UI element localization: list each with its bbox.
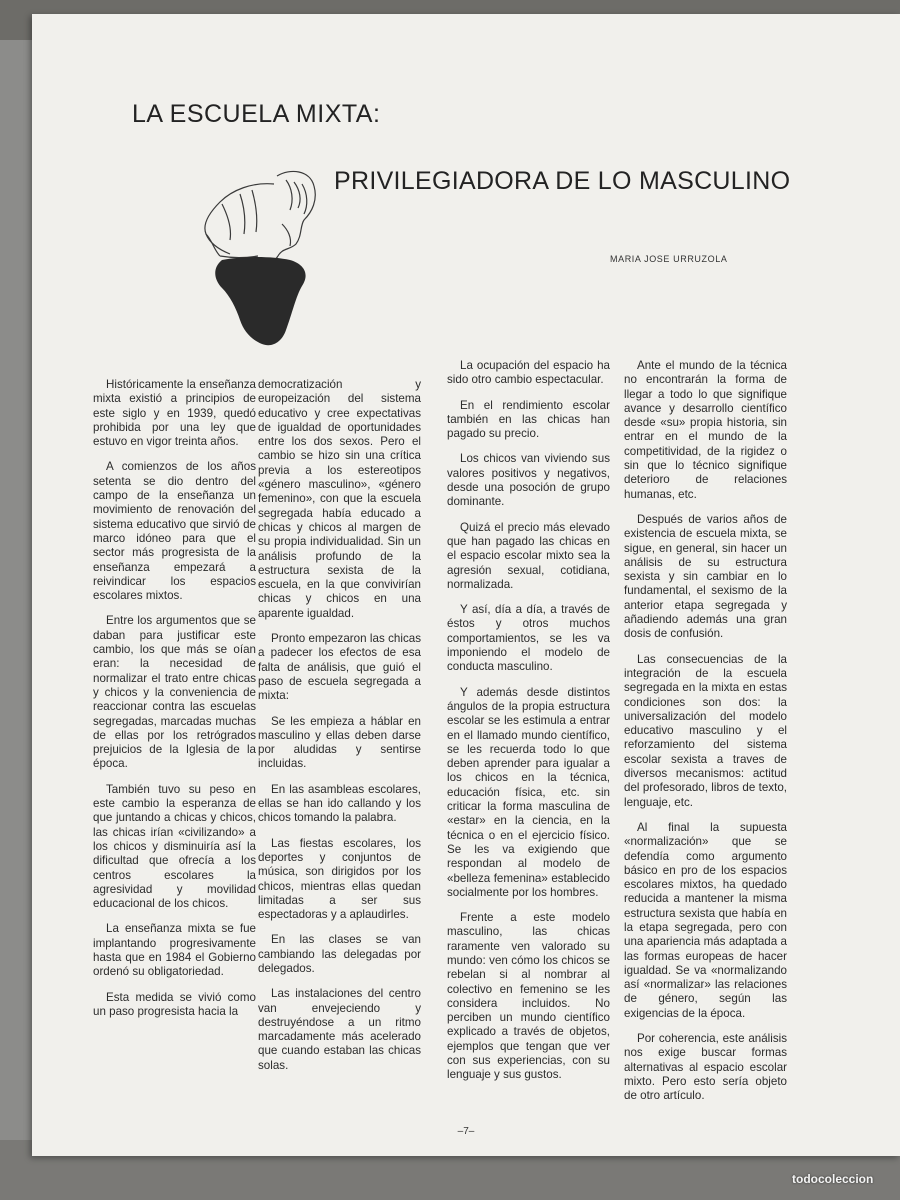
paragraph: A comienzos de los años setenta se dio dentro del campo de la enseñanza un movimiento de renovación del sistema educativo que sirvió de marco idóneo para que el sector más progresista de la enseñanza empezará a reivindicar los espacios escolares mixtos. [93,460,256,603]
paragraph: Las instalaciones del centro van envejeciendo y destruyéndose a un ritmo marcadamente más acelerado que cuando estaban las chicas solas. [258,987,421,1072]
paragraph: En el rendimiento escolar también en las chicas han pagado su precio. [447,398,610,441]
paragraph: Históricamente la enseñanza mixta existió a principios de este siglo y en 1939, quedó prohibida por una ley que estuvo en vigor treinta años. [93,378,256,449]
magazine-page [32,14,900,1156]
paragraph: Las fiestas escolares, los deportes y conjuntos de música, son dirigidos por los chicos, mientras ellas quedan limitadas a ser sus espectadoras y a aplaudirles. [258,836,421,922]
paragraph: Quizá el precio más elevado que han pagado las chicas en el espacio escolar mixto sea la agresión sexual, cotidiana, normalizada. [447,520,610,591]
paragraph: Entre los argumentos que se daban para justificar este cambio, los que más se oían eran: la necesidad de normalizar el trato entre chicas y chicos y la conveniencia de reaccionar contra las escuelas segregadas, marcadas muchas de ellas por los retrógrados prejuicios de la Iglesia de la época. [93,614,256,771]
paragraph: Y además desde distintos ángulos de la propia estructura escolar se les estimula a entrar en el llamado mundo científico, se les recuerda todo lo que deben aprender para igualar a los chicos en la técnica, educación física, etc. sin criticar la forma masculina de «estar» en la ciencia, en la técnica o en el ejercicio físico. Se les va exigiendo que respondan al modelo de «belleza femenina» establecido socialmente por los hombres. [447,685,610,899]
paragraph: Por coherencia, este análisis nos exige buscar formas alternativas al espacio escolar mixto. Pero esto sería objeto de otro artículo. [624,1032,787,1103]
paragraph: En las clases se van cambiando las delegadas por delegados. [258,933,421,975]
paragraph: Frente a este modelo masculino, las chicas raramente ven valorado su mundo: ven cómo los chicos se rebelan si al nombrar al colectivo en femenino se les considera incluidos. No perciben un mundo científico explicado a través de objetos, ejemplos que tengan que ver con sus experiencias, con su lenguaje y sus gustos. [447,911,610,1082]
paragraph: Esta medida se vivió como un paso progresista hacia la [93,990,256,1018]
article-column-4 [624,359,787,1115]
paragraph: También tuvo su peso en este cambio la esperanza de que juntando a chicas y chicos, las chicas irían «civilizando» a los chicos y disminuiría así la dificultad que ofrecía a los centros escolares la agresividad y movilidad educacional de los chicos. [93,782,256,911]
paragraph: democratización y europeización del sistema educativo y cree expectativas de igualdad de oportunidades entre los dos sexos. Pero el cambio se hizo sin una crítica previa a los estereotipos «género masculino», «género femenino», con que la escuela segregada había educado a chicas y chicos al margen de su propia individualidad. Sin un análisis profundo de la estructura sexista de la escuela, en la que convivirían chicas y chicos en una aparente igualdad. [258,378,421,620]
paragraph: Y así, día a día, a través de éstos y otros muchos comportamientos, se les va imponiendo el modelo de conducta masculino. [447,603,610,674]
paragraph: Ante el mundo de la técnica no encontrarán la forma de llegar a todo lo que signifique avance y desarrollo científico desde «su» propia historia, sin entrar en el mundo de la competitividad, de la rigidez o sin que lo técnico signifique deterioro de relaciones humanas, etc. [624,359,787,501]
crouching-figure-with-shadow-illustration [182,164,342,354]
paragraph: Los chicos van viviendo sus valores positivos y negativos, desde una posoción de grupo dominante. [447,452,610,509]
paragraph: Después de varios años de existencia de escuela mixta, se sigue, en general, sin hacer un análisis de su estructura sexista y sin cambiar en lo fundamental, el sexismo de la anterior etapa segregada y añadiendo además una gran dosis de confusión. [624,512,787,641]
paragraph: Al final la supuesta «normalización» que se defendía como argumento básico en pro de los espacios escolares mixtos, ha quedado reducida a mantener la misma estructura sexista que había en la etapa segregada, pero con una apariencia más adaptada a las formas europeas de hacer igualdad. Se va «normalizando así «normalizar» las relaciones de género, según las exigencias de la época. [624,820,787,1020]
paragraph: La enseñanza mixta se fue implantando progresivamente hasta que en 1984 el Gobierno ordenó su obligatoriedad. [93,922,256,979]
article-title-line-1: LA ESCUELA MIXTA: [132,100,381,128]
article-column-2 [258,378,421,1084]
article-title-line-2: PRIVILEGIADORA DE LO MASCULINO [334,167,791,195]
page-number: –7– [457,1126,475,1137]
article-author: MARIA JOSE URRUZOLA [610,254,728,264]
article-column-1 [93,378,256,1030]
article-column-3 [447,359,610,1094]
paragraph: Pronto empezaron las chicas a padecer los efectos de esa falta de análisis, que guió el paso de escuela segregada a mixta: [258,632,421,703]
paragraph: En las asambleas escolares, ellas se han ido callando y los chicos tomando la palabra. [258,782,421,825]
watermark: todocoleccion [792,1172,874,1186]
paragraph: La ocupación del espacio ha sido otro cambio espectacular. [447,359,610,387]
paragraph: Se les empieza a háblar en masculino y ellas deben darse por aludidas y sentirse incluidas. [258,714,421,771]
paragraph: Las consecuencias de la integración de la escuela segregada en la mixta en estas condiciones son dos: la universalización del modelo educativo masculino y el reforzamiento del sistema escolar sexista a traves de diversos mecanismos: actitud del profesorado, libros de texto, lenguaje, etc. [624,652,787,809]
